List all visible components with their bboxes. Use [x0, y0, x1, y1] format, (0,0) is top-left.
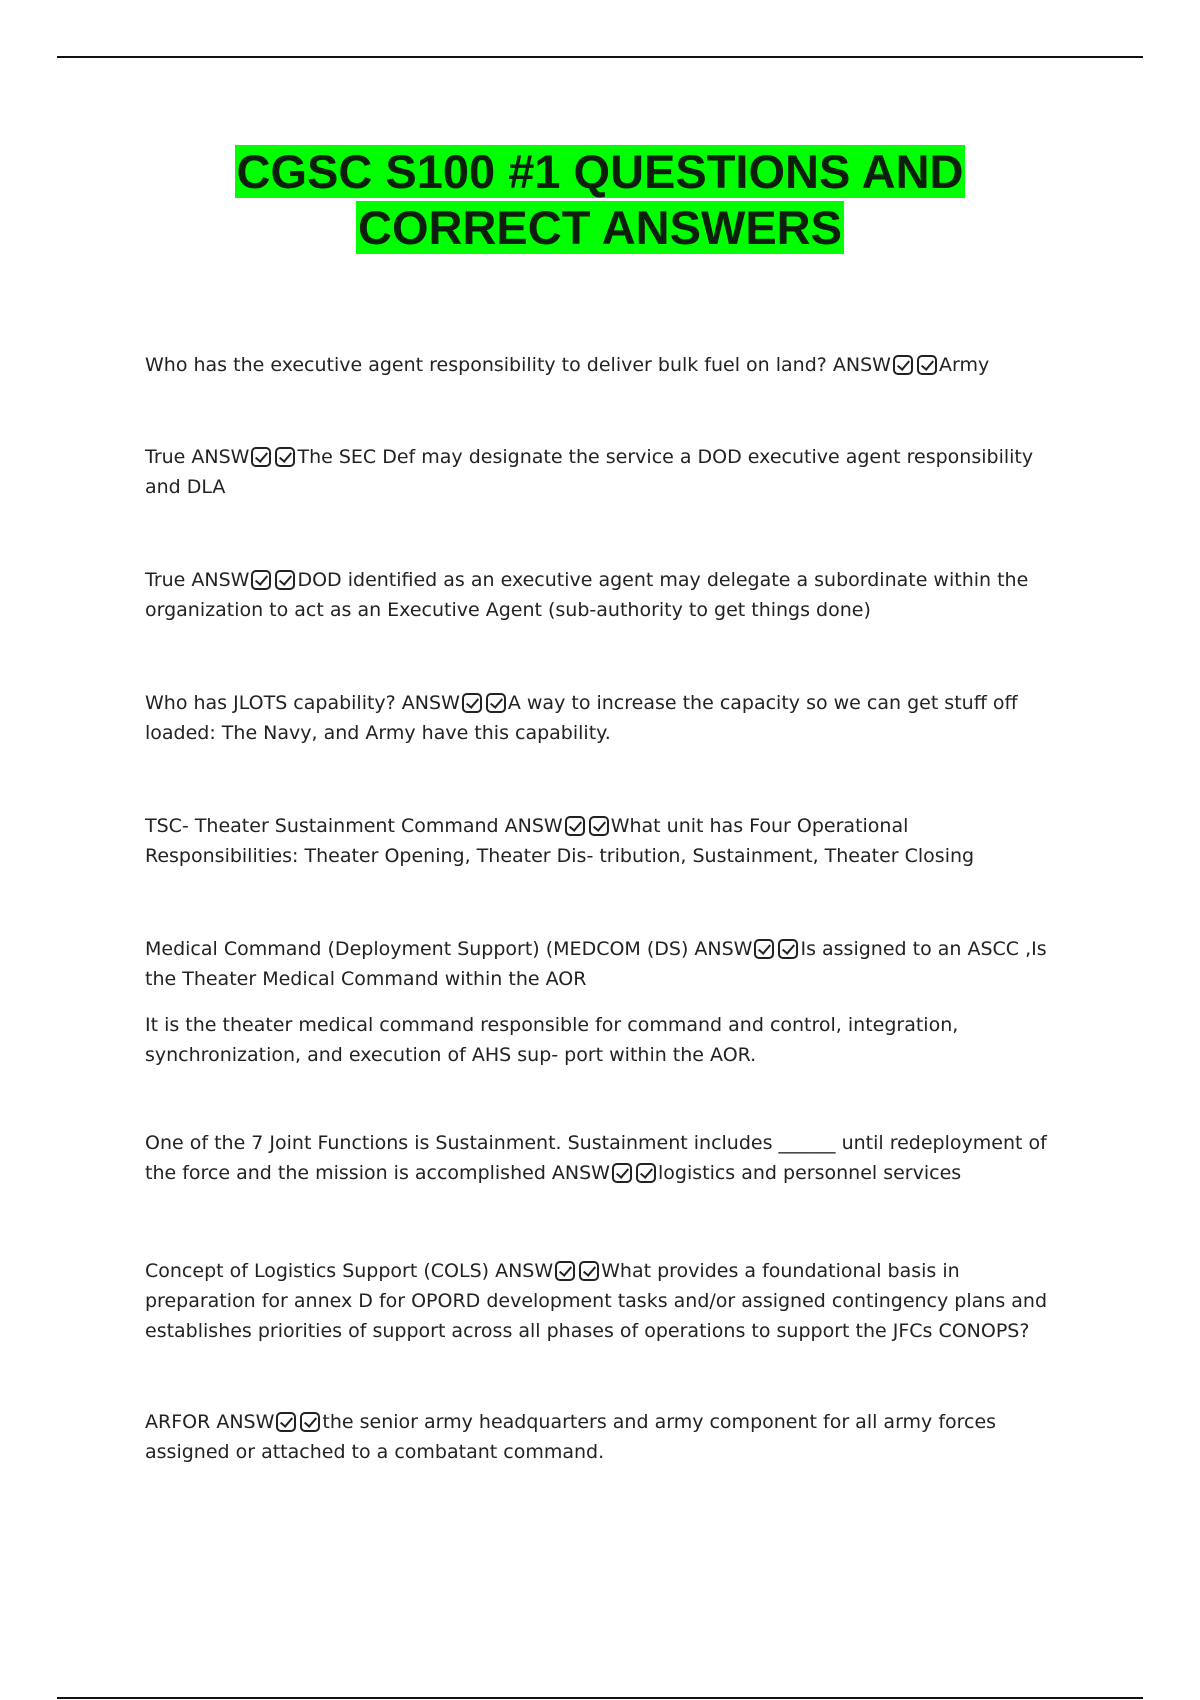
qa-item: [145, 688, 1055, 748]
question-text: Concept of Logistics Support (COLS) ANSW: [145, 1260, 554, 1282]
qa-item: [145, 934, 1055, 1070]
checkbox-icon: [300, 1412, 320, 1432]
question-text: True ANSW: [145, 569, 250, 591]
qa-text: [145, 811, 1055, 871]
qa-item: [145, 811, 1055, 871]
qa-text: [145, 1256, 1055, 1346]
checkbox-icon: [276, 1412, 296, 1432]
answer-text: logistics and personnel services: [657, 1162, 962, 1184]
qa-text: [145, 565, 1055, 625]
answer-text: Army: [938, 354, 990, 376]
answer-text: A way to increase the capacity so we can get stuff off loaded: The Navy, and Army have this capability.: [145, 692, 1018, 744]
checkbox-icon: [486, 693, 506, 713]
question-text: One of the 7 Joint Functions is Sustainment. Sustainment includes ______ until redeployment of the force and the mission is accomplished ANSW: [145, 1132, 1047, 1184]
qa-item: [145, 350, 1055, 380]
qa-item: [145, 1256, 1055, 1346]
checkbox-icon: [251, 447, 271, 467]
checkbox-icon: [612, 1163, 632, 1183]
checkbox-icon: [462, 693, 482, 713]
document-title: [0, 144, 1200, 256]
answer-text: What unit has Four Operational Responsibilities: Theater Opening, Theater Dis- tribution, Sustainment, Theater Closing: [145, 815, 975, 867]
qa-text: [145, 934, 1055, 994]
answer-text: the senior army headquarters and army component for all army forces assigned or attached to a combatant command.: [145, 1411, 997, 1463]
checkbox-icon: [251, 570, 271, 590]
answer-text: DOD identified as an executive agent may delegate a subordinate within the organization to act as an Executive Agent (sub-authority to get things done): [145, 569, 1029, 621]
checkbox-icon: [565, 816, 585, 836]
qa-item: [145, 442, 1055, 502]
qa-item: [145, 565, 1055, 625]
question-text: ARFOR ANSW: [145, 1411, 275, 1433]
qa-text: [145, 1407, 1055, 1467]
checkbox-icon: [579, 1261, 599, 1281]
qa-text: [145, 688, 1055, 748]
checkbox-icon: [589, 816, 609, 836]
top-rule: [57, 56, 1143, 58]
title-line-2: CORRECT ANSWERS: [358, 201, 842, 254]
qa-item: [145, 1128, 1055, 1188]
question-text: TSC- Theater Sustainment Command ANSW: [145, 815, 563, 837]
title-line-1: CGSC S100 #1 QUESTIONS AND: [236, 145, 964, 198]
checkbox-icon: [754, 939, 774, 959]
question-text: True ANSW: [145, 446, 250, 468]
answer-text: The SEC Def may designate the service a DOD executive agent responsibility and DLA: [145, 446, 1034, 498]
checkbox-icon: [555, 1261, 575, 1281]
checkbox-icon: [636, 1163, 656, 1183]
question-text: Medical Command (Deployment Support) (MEDCOM (DS) ANSW: [145, 938, 753, 960]
checkbox-icon: [275, 570, 295, 590]
checkbox-icon: [778, 939, 798, 959]
checkbox-icon: [893, 355, 913, 375]
answer-text: What provides a foundational basis in preparation for annex D for OPORD development tasks and/or assigned contingency plans and establishes priorities of support across all phases of operations to support the JFCs CONOPS?: [145, 1260, 1047, 1342]
checkbox-icon: [275, 447, 295, 467]
qa-item: [145, 1407, 1055, 1467]
question-text: Who has JLOTS capability? ANSW: [145, 692, 460, 714]
qa-text: [145, 1128, 1055, 1188]
question-text: Who has the executive agent responsibility to deliver bulk fuel on land? ANSW: [145, 354, 891, 376]
answer-detail: It is the theater medical command responsible for command and control, integration, synchronization, and execution of AHS sup- port within the AOR.: [145, 1014, 959, 1066]
answer-text: Is assigned to an ASCC ,Is the Theater Medical Command within the AOR: [145, 938, 1047, 990]
qa-text: [145, 442, 1055, 502]
qa-text: [145, 350, 1055, 380]
bottom-rule: [57, 1697, 1143, 1699]
checkbox-icon: [917, 355, 937, 375]
